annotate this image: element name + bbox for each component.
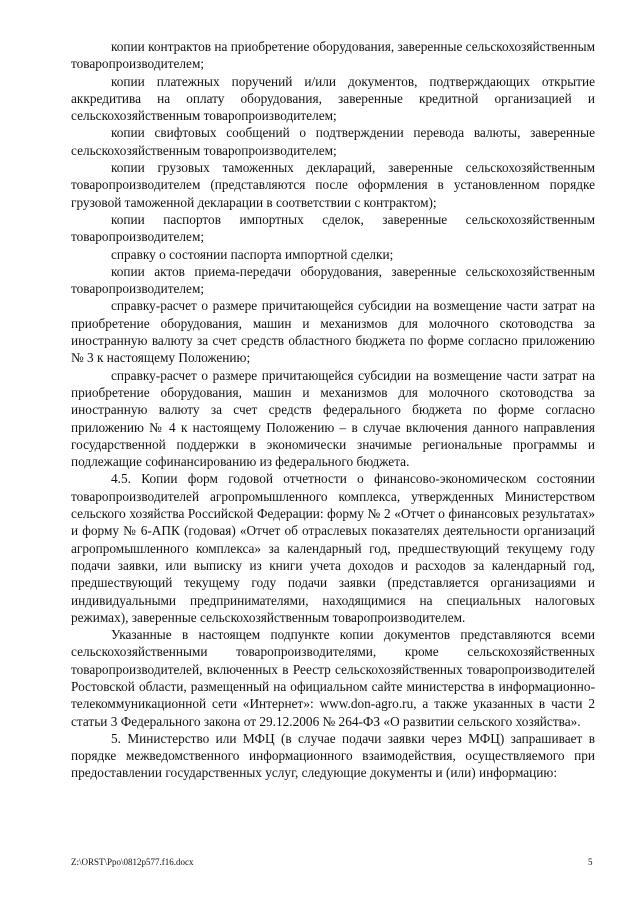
paragraph: справку-расчет о размере причитающейся субсидии на возмещение части затрат на приобретение оборудования, машин и механизмов для молочного скотоводства за иностранную валюту за счет средств областного бюджета по форме согласно приложению № 3 к настоящему Положению; — [71, 298, 595, 366]
footer-file-path: Z:\ORST\Ppo\0812p577.f16.docx — [71, 857, 194, 867]
paragraph: копии свифтовых сообщений о подтверждении перевода валюты, заверенные сельскохозяйственным товаропроизводителем; — [71, 125, 595, 158]
paragraph: Указанные в настоящем подпункте копии документов представляются всеми сельскохозяйственными товаропроизводителями, кроме сельскохозяйственных товаропроизводителей, включенных в Реестр сельскохозяйственных товаропроизводителей Ростовской области, размещенный на официальном сайте министерства в информационно-телекоммуникационной сети «Интернет»: www.don-agro.ru, а также указанных в части 2 статьи 3 Федерального закона от 29.12.2006 № 264-ФЗ «О развитии сельского хозяйства». — [71, 627, 595, 729]
paragraph: копии платежных поручений и/или документов, подтверждающих открытие аккредитива на оплату оборудования, заверенные кредитной организацией и сельскохозяйственным товаропроизводителем; — [71, 73, 595, 124]
page-number: 5 — [588, 857, 593, 867]
paragraph: справку-расчет о размере причитающейся субсидии на возмещение части затрат на приобретение оборудования, машин и механизмов для молочного скотоводства за иностранную валюту за счет средств федерального бюджета по форме согласно приложению № 4 к настоящему Положению – в случае включения данного направления государственной поддержки в экономически значимые региональные программы и подлежащие софинансированию из федерального бюджета. — [71, 367, 595, 470]
paragraph: копии актов приема-передачи оборудования, заверенные сельскохозяйственным товаропроизводителем; — [71, 263, 595, 297]
document-body — [71, 38, 595, 782]
paragraph: 5. Министерство или МФЦ (в случае подачи заявки через МФЦ) запрашивает в порядке межведомственного информационного взаимодействия, осуществляемого при предоставлении государственных услуг, следующие документы и (или) информацию: — [71, 730, 595, 781]
paragraph: 4.5. Копии форм годовой отчетности о финансово-экономическом состоянии товаропроизводителей агропромышленного комплекса, утвержденных Министерством сельского хозяйства Российской Федерации: форму № 2 «Отчет о финансовых результатах» и форму № 6-АПК (годовая) «Отчет об отраслевых показателях деятельности организаций агропромышленного комплекса» за календарный год, предшествующий текущему году подачи заявки, или выписку из книги учета доходов и расходов за календарный год, предшествующий текущему году подачи заявки (представляется организациями и индивидуальными предпринимателями, находящимися на специальных налоговых режимах), заверенные сельскохозяйственным товаропроизводителем. — [71, 471, 595, 625]
paragraph: копии паспортов импортных сделок, заверенные сельскохозяйственным товаропроизводителем; — [71, 211, 595, 245]
paragraph: копии грузовых таможенных деклараций, заверенные сельскохозяйственным товаропроизводителем (представляются после оформления в установленном порядке грузовой таможенной декларации в соответствии с контрактом); — [71, 160, 595, 210]
paragraph: справку о состоянии паспорта импортной сделки; — [111, 246, 394, 262]
paragraph: копии контрактов на приобретение оборудования, заверенные сельскохозяйственным товаропроизводителем; — [71, 39, 596, 72]
